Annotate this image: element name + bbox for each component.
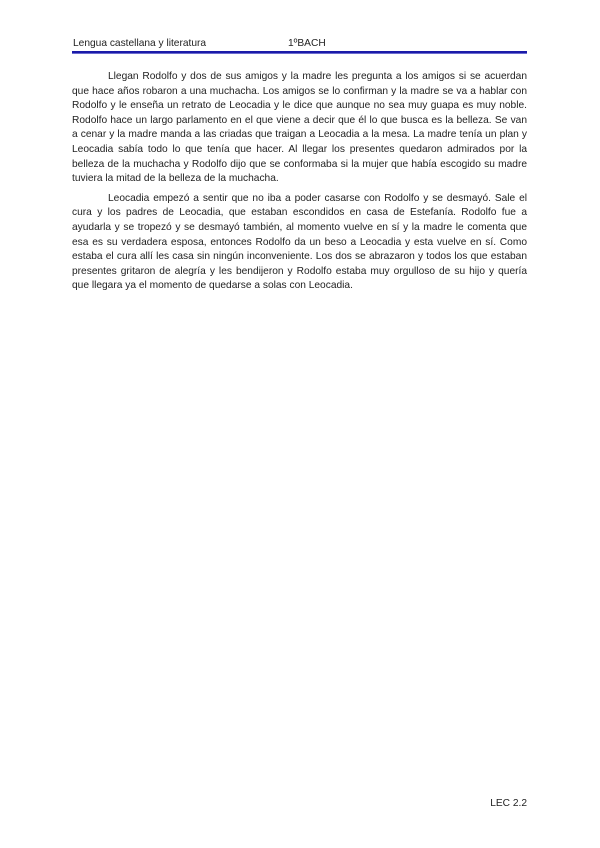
paragraph-1: Llegan Rodolfo y dos de sus amigos y la madre les pregunta a los amigos si se acuerdan que hace años robaron a una muchacha. Los amigos se lo confirman y la madre se va a hablar con Rodolfo y le enseña un retrato de Leocadia y le dice que aunque no sea muy guapa es muy noble. Rodolfo hace un largo parlamento en el que viene a decir que él lo que busca es la belleza. Se van a cenar y la madre manda a las criadas que traigan a Leocadia a la mesa. La madre tenía un plan y Leocadia sabía todo lo que tenía que hacer. Al llegar los presentes quedaron admirados por la belleza de la muchacha y Rodolfo dijo que se conformaba si la mujer que había escogido su madre tuviera la mitad de la belleza de la muchacha.	[72, 71, 527, 185]
page-footer-label: LEC 2.2	[490, 798, 527, 809]
document-body	[72, 70, 527, 299]
header-subject: Lengua castellana y literatura	[73, 38, 207, 49]
header-divider	[72, 51, 527, 53]
paragraph-2: Leocadia empezó a sentir que no iba a poder casarse con Rodolfo y se desmayó. Sale el cura y los padres de Leocadia, que estaban escondidos en casa de Estefanía. Rodolfo fue a ayudarla y se tropezó y se desmayó también, al momento vuelve en sí y la madre le comenta que esa es su verdadera esposa, entonces Rodolfo da un beso a Leocadia y esta vuelve en sí. Como estaba el cura allí les casa sin ningún inconveniente. Los dos se abrazaron y todos los que estaban presentes gritaron de alegría y les bendijeron y Rodolfo estaba muy orgulloso de su hijo y quería que llegara ya el momento de quedarse a solas con Leocadia.	[72, 192, 527, 292]
header-course: 1ºBACH	[288, 38, 326, 49]
